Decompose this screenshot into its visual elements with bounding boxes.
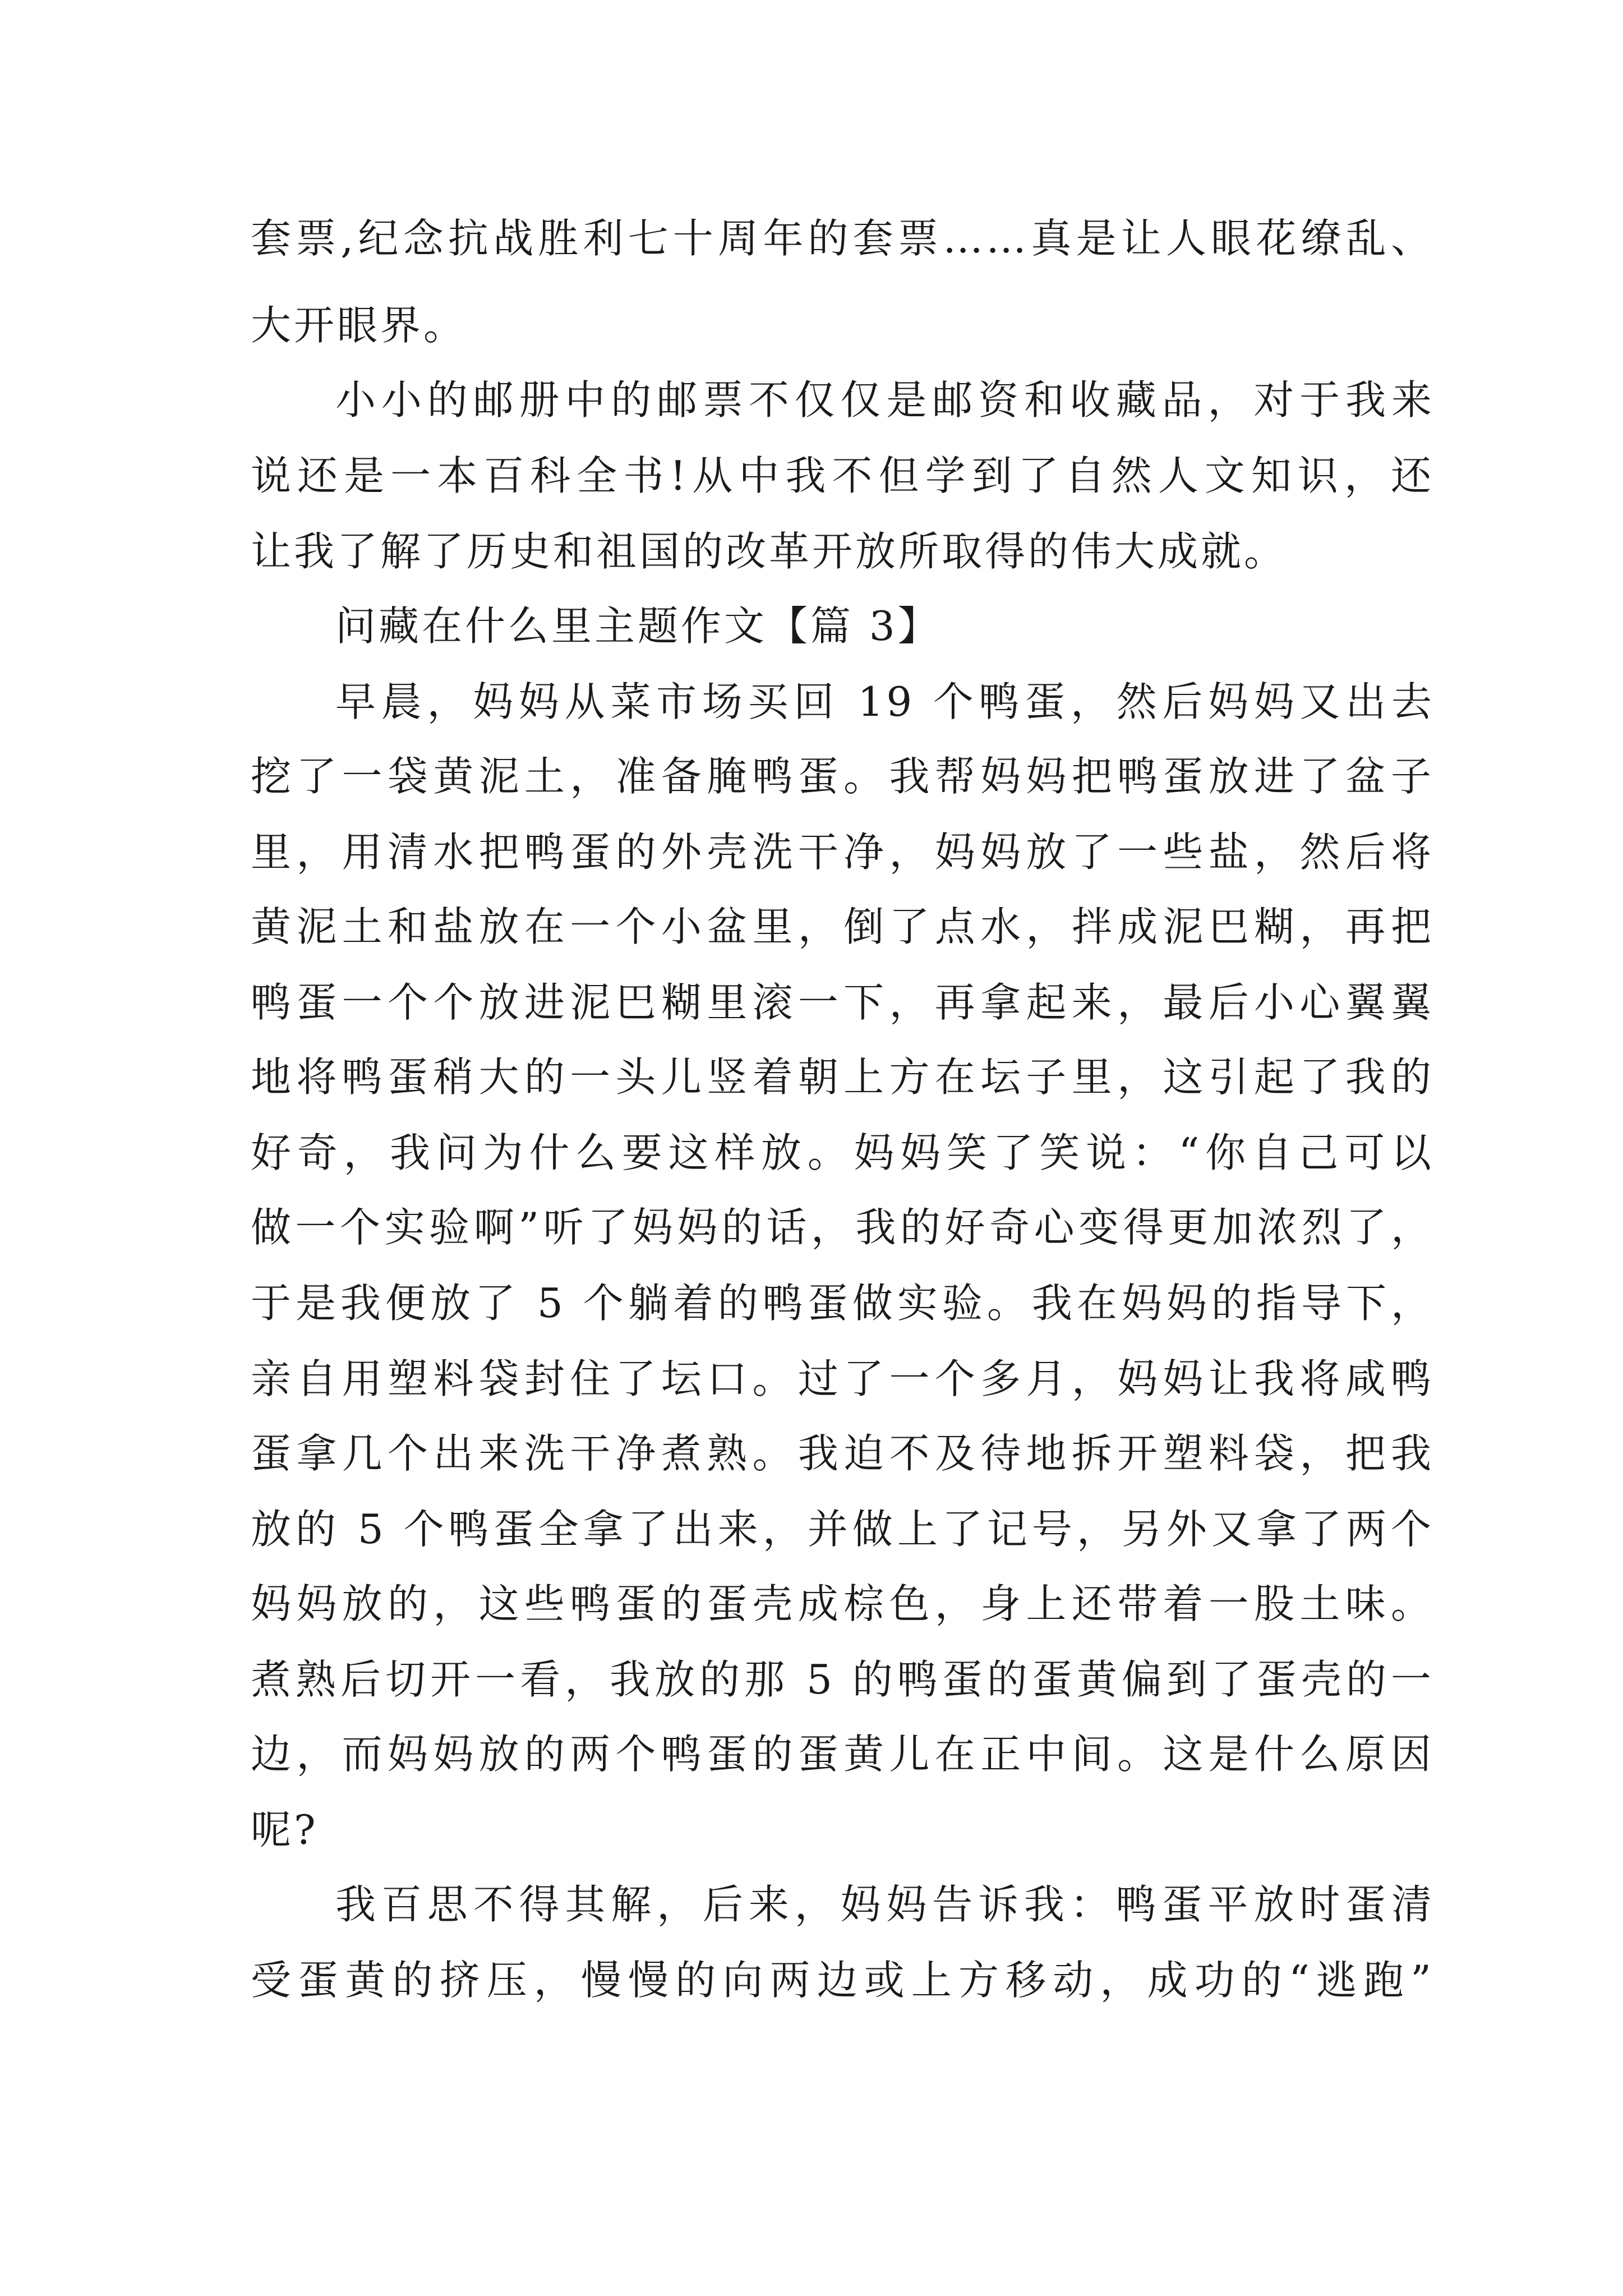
text-line: 做一个实验啊”听了妈妈的话，我的好奇心变得更加浓烈了， [251, 1204, 1434, 1251]
text-line: 边，而妈妈放的两个鸭蛋的蛋黄儿在正中间。这是什么原因 [251, 1731, 1434, 1778]
text-line: 亲自用塑料袋封住了坛口。过了一个多月，妈妈让我将咸鸭 [251, 1355, 1434, 1402]
text-line: 于是我便放了 5 个躺着的鸭蛋做实验。我在妈妈的指导下， [251, 1280, 1434, 1327]
paragraph-start-line: 早晨，妈妈从菜市场买回 19 个鸭蛋，然后妈妈又出去 [335, 678, 1435, 725]
text-line: 蛋拿几个出来洗干净煮熟。我迫不及待地拆开塑料袋，把我 [251, 1430, 1434, 1477]
text-line: 呢? [251, 1806, 319, 1853]
text-line: 套票,纪念抗战胜利七十周年的套票……真是让人眼花缭乱、 [251, 215, 1434, 262]
text-line: 里，用清水把鸭蛋的外壳洗干净，妈妈放了一些盐，然后将 [251, 829, 1434, 876]
paragraph-start-line: 小小的邮册中的邮票不仅仅是邮资和收藏品，对于我来 [335, 376, 1435, 424]
section-heading: 问藏在什么里主题作文【篇 3】 [335, 602, 941, 650]
text-line: 黄泥土和盐放在一个小盆里，倒了点水，拌成泥巴糊，再把 [251, 903, 1434, 950]
text-line: 受蛋黄的挤压，慢慢的向两边或上方移动，成功的“逃跑” [251, 1957, 1434, 2004]
text-line: 放的 5 个鸭蛋全拿了出来，并做上了记号，另外又拿了两个 [251, 1506, 1434, 1553]
text-line: 大开眼界。 [251, 302, 467, 349]
text-line: 煮熟后切开一看，我放的那 5 的鸭蛋的蛋黄偏到了蛋壳的一 [251, 1656, 1434, 1703]
text-line: 妈妈放的，这些鸭蛋的蛋壳成棕色，身上还带着一股土味。 [251, 1580, 1434, 1627]
text-line: 好奇，我问为什么要这样放。妈妈笑了笑说：“你自己可以 [251, 1129, 1434, 1176]
text-line: 让我了解了历史和祖国的改革开放所取得的伟大成就。 [251, 528, 1288, 575]
text-line: 说还是一本百科全书!从中我不但学到了自然人文知识，还 [251, 452, 1434, 499]
text-line: 鸭蛋一个个放进泥巴糊里滚一下，再拿起来，最后小心翼翼 [251, 979, 1434, 1026]
paragraph-start-line: 我百思不得其解，后来，妈妈告诉我：鸭蛋平放时蛋清 [335, 1881, 1435, 1928]
text-line: 地将鸭蛋稍大的一头儿竖着朝上方在坛子里，这引起了我的 [251, 1053, 1434, 1101]
text-line: 挖了一袋黄泥土，准备腌鸭蛋。我帮妈妈把鸭蛋放进了盆子 [251, 753, 1434, 800]
